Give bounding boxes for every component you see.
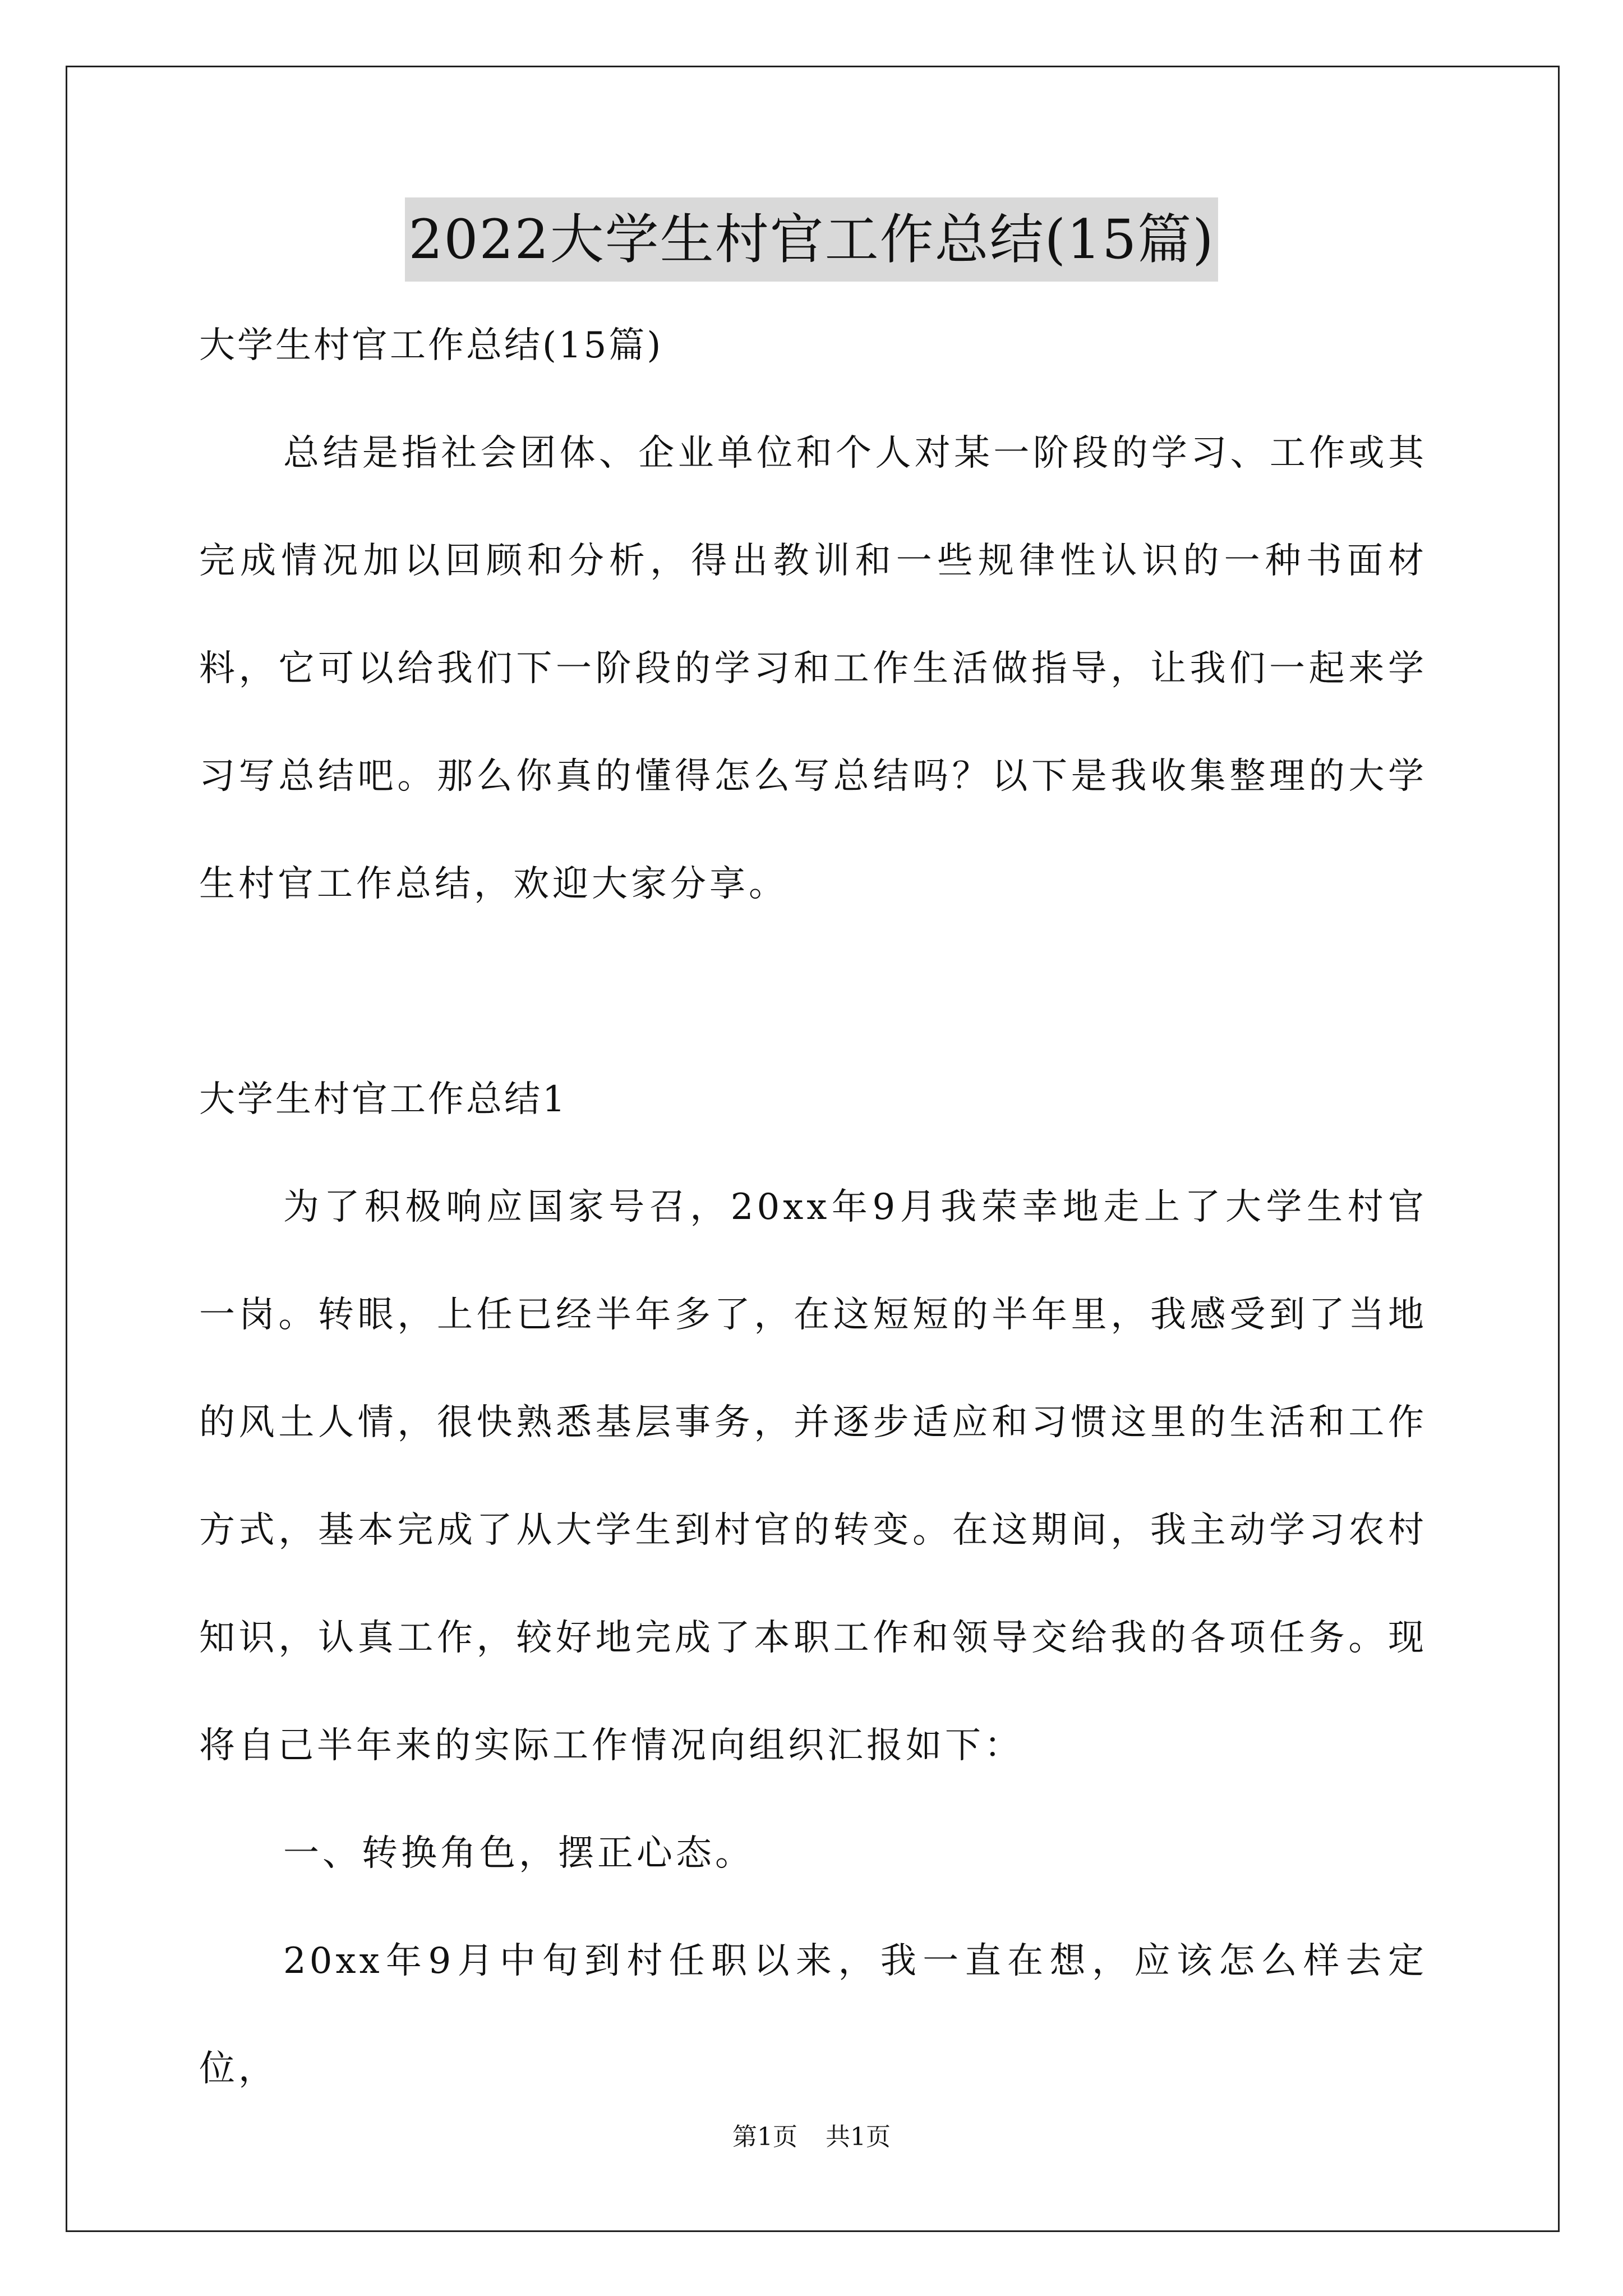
page-footer — [0, 2120, 1623, 2154]
document-title: 2022大学生村官工作总结(15篇) — [405, 197, 1218, 282]
paragraph-gap — [199, 938, 1427, 1046]
subtitle-heading: 大学生村官工作总结(15篇) — [199, 325, 663, 366]
section-heading-1: 大学生村官工作总结1 — [199, 1079, 568, 1120]
section-1-paragraph: 为了积极响应国家号召，20xx年9月我荣幸地走上了大学生村官一岗。转眼，上任已经半年多了，在这短短的半年里，我感受到了当地的风土人情，很快熟悉基层事务，并逐步适应和习惯这里的生活和工作方式，基本完成了从大学生到村官的转变。在这期间，我主动学习农村知识，认真工作，较好地完成了本职工作和领导交给我的各项任务。现将自己半年来的实际工作情况向组织汇报如下： — [199, 1186, 1427, 1766]
subsection-heading-1: 一、转换角色，摆正心态。 — [283, 1833, 754, 1874]
page-number-current: 第1页 — [732, 2123, 797, 2151]
title-wrap — [0, 197, 1623, 282]
page-number-total: 共1页 — [826, 2123, 891, 2151]
subsection-1-paragraph: 20xx年9月中旬到村任职以来，我一直在想，应该怎么样去定位， — [199, 1940, 1427, 2090]
document-body — [199, 292, 1427, 2123]
intro-paragraph: 总结是指社会团体、企业单位和个人对某一阶段的学习、工作或其完成情况加以回顾和分析，得出教训和一些规律性认识的一种书面材料，它可以给我们下一阶段的学习和工作生活做指导，让我们一起来学习写总结吧。那么你真的懂得怎么写总结吗？以下是我收集整理的大学生村官工作总结，欢迎大家分享。 — [199, 432, 1427, 905]
